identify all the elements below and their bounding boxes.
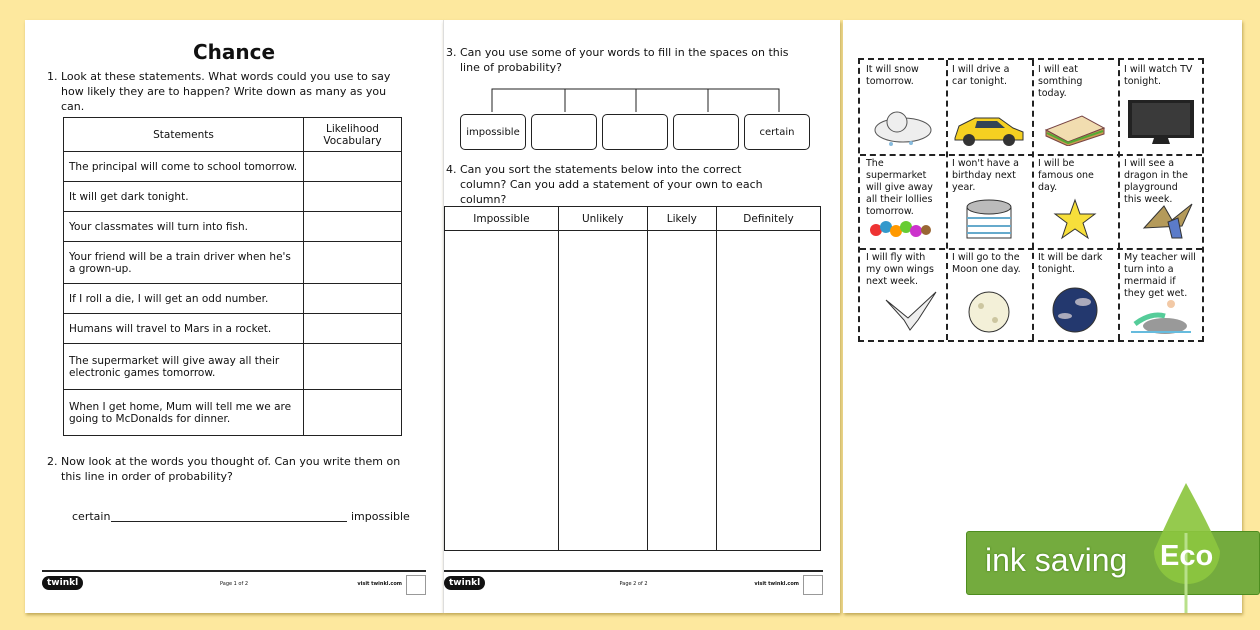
card-text: I will be famous one day. bbox=[1038, 158, 1094, 193]
worksheet-page-2 bbox=[443, 20, 840, 613]
quality-badge-icon bbox=[406, 575, 426, 595]
quality-badge-icon bbox=[803, 575, 823, 595]
footer bbox=[444, 570, 823, 600]
sort-cell[interactable] bbox=[558, 231, 647, 551]
question-text: Look at these statements. What words could you use to say how likely they are to happen? Write down as many as you can. bbox=[61, 70, 391, 113]
question-number: 3. bbox=[446, 46, 457, 59]
table-row: Humans will travel to Mars in a rocket. bbox=[64, 314, 304, 344]
probability-box[interactable]: impossible bbox=[460, 114, 526, 150]
star-icon bbox=[1053, 198, 1097, 240]
column-header: Likelihood Vocabulary bbox=[304, 118, 402, 152]
moon-icon bbox=[967, 290, 1011, 334]
table-row: The principal will come to school tomorrow. bbox=[64, 152, 304, 182]
statement-card[interactable] bbox=[1118, 60, 1204, 154]
probability-box[interactable] bbox=[673, 114, 739, 150]
column-header: Likely bbox=[647, 207, 716, 231]
table-row: Your friend will be a train driver when he's a grown-up. bbox=[64, 242, 304, 284]
statement-card[interactable] bbox=[1118, 154, 1204, 248]
question-number: 1. bbox=[47, 70, 58, 83]
answer-cell[interactable] bbox=[304, 212, 402, 242]
television-icon bbox=[1128, 100, 1194, 146]
card-text: I will eat somthing today. bbox=[1038, 64, 1083, 99]
mermaid-icon bbox=[1131, 298, 1191, 334]
answer-cell[interactable] bbox=[304, 390, 402, 436]
worksheet-page-1 bbox=[25, 20, 443, 613]
column-header: Impossible bbox=[445, 207, 559, 231]
probability-box[interactable]: certain bbox=[744, 114, 810, 150]
answer-cell[interactable] bbox=[304, 284, 402, 314]
statement-card[interactable] bbox=[1032, 248, 1118, 342]
sandwich-icon bbox=[1044, 112, 1106, 146]
answer-cell[interactable] bbox=[304, 314, 402, 344]
visit-link[interactable]: visit twinkl.com bbox=[357, 581, 402, 587]
page-title: Chance bbox=[192, 40, 276, 64]
probability-box[interactable] bbox=[531, 114, 597, 150]
twinkl-logo: twinkl bbox=[42, 576, 83, 590]
table-row: When I get home, Mum will tell me we are going to McDonalds for dinner. bbox=[64, 390, 304, 436]
seagull-icon bbox=[884, 290, 940, 334]
night-sky-icon bbox=[1051, 286, 1099, 334]
lollies-icon bbox=[868, 218, 938, 240]
card-text: I will see a dragon in the playground this week. bbox=[1124, 158, 1188, 205]
card-text: I will fly with my own wings next week. bbox=[866, 252, 934, 287]
question-2 bbox=[47, 454, 411, 484]
card-text: It will be dark tonight. bbox=[1038, 252, 1103, 275]
question-text: Can you sort the statements below into the correct column? Can you add a statement of your own to each column? bbox=[460, 163, 763, 206]
visit-link[interactable]: visit twinkl.com bbox=[754, 581, 799, 587]
statement-card[interactable] bbox=[1032, 154, 1118, 248]
ink-saving-label: ink saving bbox=[985, 542, 1128, 578]
question-3 bbox=[446, 45, 790, 75]
statement-card[interactable] bbox=[1032, 60, 1118, 154]
statement-card[interactable] bbox=[946, 248, 1032, 342]
snow-cloud-icon bbox=[871, 110, 935, 146]
statement-card[interactable] bbox=[860, 154, 946, 248]
statement-card[interactable] bbox=[860, 248, 946, 342]
table-row: If I roll a die, I will get an odd number. bbox=[64, 284, 304, 314]
table-row: Your classmates will turn into fish. bbox=[64, 212, 304, 242]
table-row: It will get dark tonight. bbox=[64, 182, 304, 212]
card-text: I will drive a car tonight. bbox=[952, 64, 1010, 87]
line-label-certain: certain bbox=[72, 510, 111, 523]
probability-line[interactable] bbox=[111, 521, 347, 522]
statement-card[interactable] bbox=[1118, 248, 1204, 342]
twinkl-logo: twinkl bbox=[444, 576, 485, 590]
question-text: Can you use some of your words to fill in the spaces on this line of probability? bbox=[460, 46, 789, 74]
statement-cards-grid bbox=[858, 58, 1204, 342]
sort-cell[interactable] bbox=[647, 231, 716, 551]
card-text: The supermarket will give away all their lollies tomorrow. bbox=[866, 158, 933, 217]
card-text: I won't have a birthday next year. bbox=[952, 158, 1019, 193]
question-text: Now look at the words you thought of. Can you write them on this line in order of probability? bbox=[61, 455, 401, 483]
card-text: It will snow tomorrow. bbox=[866, 64, 919, 87]
statements-table bbox=[63, 117, 402, 436]
question-4 bbox=[446, 162, 790, 207]
question-1 bbox=[47, 69, 411, 114]
page-number: Page 2 of 2 bbox=[619, 581, 648, 587]
question-number: 2. bbox=[47, 455, 58, 468]
sort-cell[interactable] bbox=[717, 231, 821, 551]
card-text: I will go to the Moon one day. bbox=[952, 252, 1021, 275]
statement-card[interactable] bbox=[860, 60, 946, 154]
sorting-table bbox=[444, 206, 821, 551]
answer-cell[interactable] bbox=[304, 182, 402, 212]
probability-connector-lines bbox=[444, 84, 841, 116]
line-label-impossible: impossible bbox=[351, 510, 410, 523]
answer-cell[interactable] bbox=[304, 152, 402, 182]
dragon-icon bbox=[1142, 200, 1198, 240]
footer bbox=[42, 570, 426, 600]
card-text: My teacher will turn into a mermaid if they get wet. bbox=[1124, 252, 1196, 299]
probability-box[interactable] bbox=[602, 114, 668, 150]
sort-cell[interactable] bbox=[445, 231, 559, 551]
table-row: The supermarket will give away all their electronic games tomorrow. bbox=[64, 344, 304, 390]
column-header: Definitely bbox=[717, 207, 821, 231]
answer-cell[interactable] bbox=[304, 242, 402, 284]
birthday-cake-icon bbox=[965, 198, 1013, 240]
page-number: Page 1 of 2 bbox=[219, 581, 249, 587]
answer-cell[interactable] bbox=[304, 344, 402, 390]
question-number: 4. bbox=[446, 163, 457, 176]
eco-label: Eco bbox=[1160, 540, 1214, 572]
car-icon bbox=[953, 114, 1025, 146]
column-header: Statements bbox=[64, 118, 304, 152]
statement-card[interactable] bbox=[946, 154, 1032, 248]
card-text: I will watch TV tonight. bbox=[1124, 64, 1193, 87]
column-header: Unlikely bbox=[558, 207, 647, 231]
statement-card[interactable] bbox=[946, 60, 1032, 154]
